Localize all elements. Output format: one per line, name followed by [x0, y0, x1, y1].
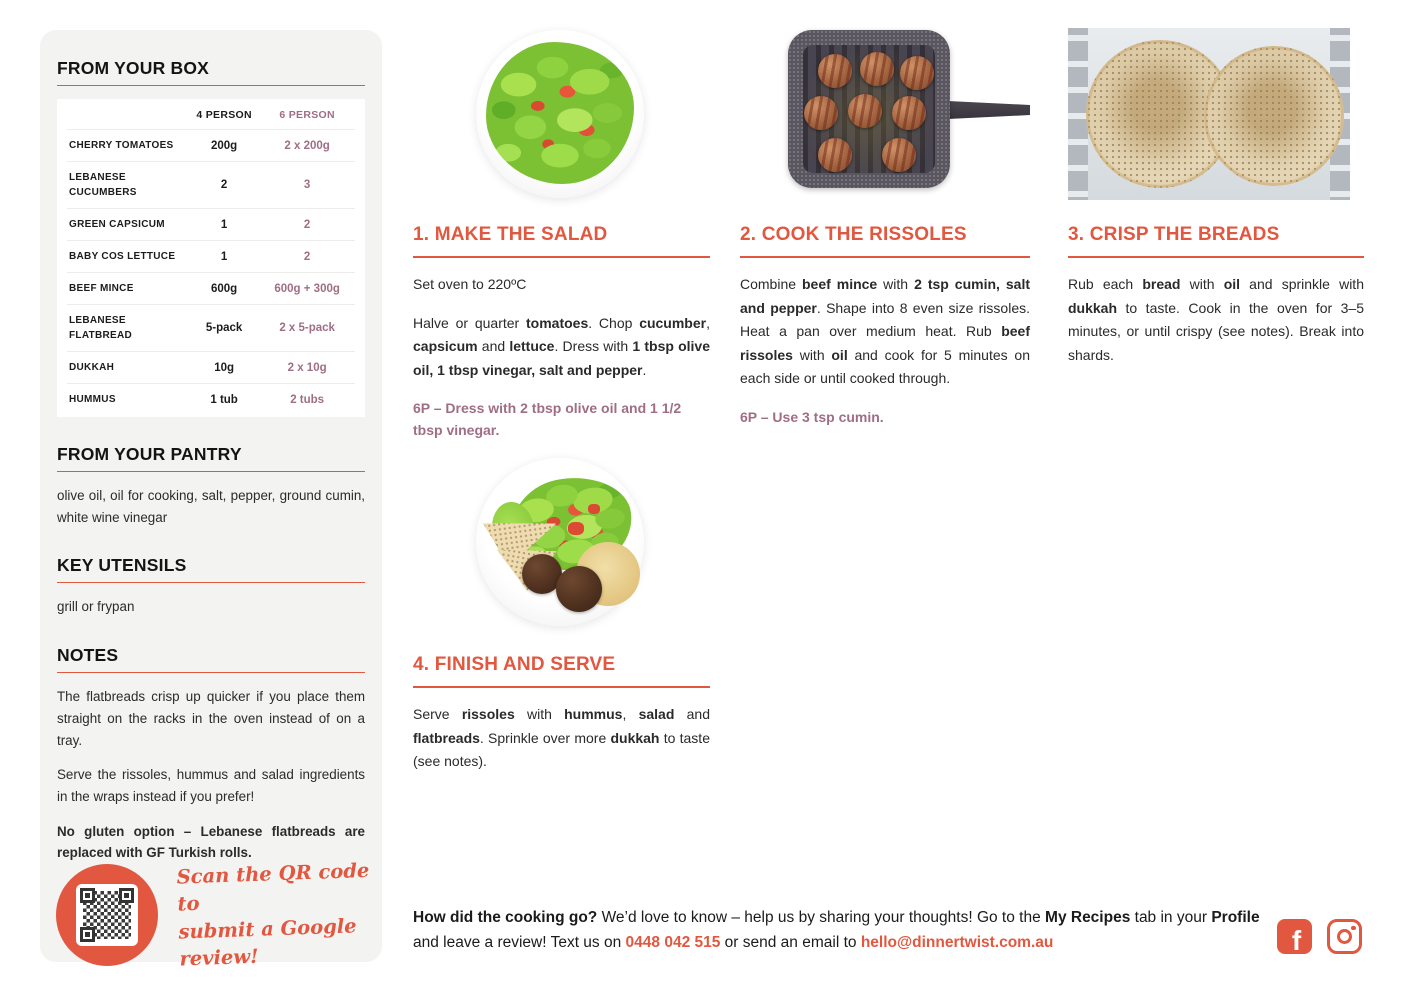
- qr-code-icon: [76, 884, 138, 946]
- note-paragraph: Serve the rissoles, hummus and salad ingredients in the wraps instead if you prefer!: [57, 767, 365, 804]
- table-header-row: [67, 101, 355, 129]
- note-paragraph: No gluten option – Lebanese flatbreads are replaced with GF Turkish rolls.: [57, 823, 365, 861]
- quantity-6person: 2: [303, 250, 311, 263]
- step-1-6p-note: 6P – Dress with 2 tbsp olive oil and 1 1/2 tbsp vinegar.: [413, 400, 682, 439]
- phone-link[interactable]: 0448 042 515: [625, 934, 721, 952]
- flatbread: [1204, 46, 1344, 186]
- table-row: [67, 383, 355, 415]
- ingredient-name: HUMMUS: [69, 394, 116, 405]
- step-4-instructions: Serve rissoles with hummus, salad and flatbreads. Sprinkle over more dukkah to taste (see notes).: [413, 706, 710, 770]
- table-row: [67, 351, 355, 383]
- sidebar: [40, 30, 382, 971]
- salad-leaves: [486, 42, 634, 184]
- ingredients-table: [57, 99, 365, 417]
- step-4-section: [413, 654, 710, 789]
- note-paragraph: The flatbreads crisp up quicker if you place them straight on the racks in the oven instead of on a tray.: [57, 689, 365, 748]
- finished-plate-photo: [476, 458, 644, 626]
- step-4-title: 4. FINISH AND SERVE: [413, 654, 710, 688]
- section-divider: [57, 582, 365, 583]
- flatbreads-tray-photo: [1068, 28, 1350, 200]
- quantity-4person: 1: [220, 250, 228, 263]
- quantity-6person: 2 x 200g: [284, 139, 330, 152]
- step-3-title: 3. CRISP THE BREADS: [1068, 224, 1364, 258]
- section-divider: [57, 672, 365, 673]
- utensils-section-title: KEY UTENSILS: [57, 555, 187, 576]
- grill-pan-handle: [948, 96, 1030, 124]
- quantity-4person: 600g: [211, 282, 238, 295]
- tomato-piece: [588, 504, 600, 514]
- col-header-4person: 4 PERSON: [196, 109, 252, 121]
- step-1-oven-text: Set oven to 220ºC: [413, 276, 527, 292]
- rissole: [900, 56, 934, 90]
- table-row: [67, 272, 355, 304]
- footer-feedback-message: How did the cooking go? We’d love to know – help us by sharing your thoughts! Go to the My Recipes tab in your Profile and leave a review! Text us on 0448 042 515 or send an email to hello@dinnertwist.com.au: [413, 909, 1260, 952]
- rissole: [804, 96, 838, 130]
- quantity-4person: 2: [220, 179, 228, 191]
- step-2-section: [740, 224, 1030, 428]
- rissoles-grill-pan-photo: [788, 30, 950, 188]
- step-1-instructions: Halve or quarter tomatoes. Chop cucumber, capsicum and lettuce. Dress with 1 tbsp olive oil, 1 tbsp vinegar, salt and pepper.: [413, 314, 711, 378]
- quantity-6person: 3: [303, 179, 311, 191]
- instagram-icon[interactable]: [1327, 919, 1362, 954]
- step-3-section: [1068, 224, 1364, 382]
- quantity-6person: 600g + 300g: [274, 282, 340, 295]
- qr-caption: Scan the QR code to submit a Google review!: [176, 858, 370, 971]
- instagram-lens: [1337, 929, 1352, 944]
- table-row: [67, 161, 355, 208]
- table-row: [67, 129, 355, 161]
- pantry-text: olive oil, oil for cooking, salt, pepper, ground cumin, white wine vinegar: [57, 488, 365, 525]
- step-2-6p-note: 6P – Use 3 tsp cumin.: [740, 408, 884, 425]
- ingredient-name: LEBANESE CUCUMBERS: [69, 172, 137, 198]
- col-header-6person: 6 PERSON: [279, 109, 335, 121]
- ingredient-name: GREEN CAPSICUM: [69, 219, 165, 230]
- quantity-4person: 200g: [211, 139, 238, 152]
- ingredient-name: CHERRY TOMATOES: [69, 140, 174, 151]
- ingredients-rows: [67, 129, 355, 415]
- step-1-section: [413, 224, 710, 442]
- qr-review-block: [56, 860, 382, 969]
- ingredient-name: BABY COS LETTUCE: [69, 251, 176, 262]
- quantity-4person: 5-pack: [205, 322, 243, 334]
- step-1-title: 1. MAKE THE SALAD: [413, 224, 710, 258]
- ingredient-name: DUKKAH: [69, 362, 115, 373]
- quantity-6person: 2 tubs: [290, 393, 325, 406]
- rissole: [818, 138, 852, 172]
- rissole: [818, 54, 852, 88]
- quantity-4person: 1: [220, 218, 228, 231]
- quantity-4person: 1 tub: [210, 393, 238, 406]
- tray-rail: [1068, 28, 1088, 200]
- qr-code-badge: [56, 864, 158, 966]
- ingredient-name: BEEF MINCE: [69, 283, 134, 294]
- pantry-section-title: FROM YOUR PANTRY: [57, 444, 242, 464]
- tomato-piece: [568, 522, 584, 535]
- utensils-text: grill or frypan: [57, 599, 135, 615]
- facebook-icon[interactable]: f: [1277, 919, 1312, 954]
- quantity-6person: 2 x 10g: [287, 361, 327, 374]
- salad-bowl-photo: [476, 30, 644, 198]
- table-row: [67, 240, 355, 272]
- email-link[interactable]: hello@dinnertwist.com.au: [860, 934, 1054, 952]
- notes-section-title: NOTES: [57, 645, 119, 666]
- notes-list: [57, 686, 365, 864]
- step-2-title: 2. COOK THE RISSOLES: [740, 224, 1030, 258]
- rissole: [860, 52, 894, 86]
- rissole: [882, 138, 916, 172]
- section-divider: [57, 85, 365, 86]
- rissole: [556, 566, 602, 612]
- rissole: [892, 96, 926, 130]
- table-row: [67, 208, 355, 240]
- rissole: [848, 94, 882, 128]
- step-2-instructions: Combine beef mince with 2 tsp cumin, salt and pepper. Shape into 8 even size rissoles. Heat a pan over medium heat. Rub beef rissoles with oil and cook for 5 minutes on each side or until cooked through.: [740, 276, 1030, 387]
- instagram-flash-dot: [1351, 926, 1356, 931]
- quantity-6person: 2: [303, 218, 311, 231]
- section-divider: [57, 471, 365, 472]
- box-section-title: FROM YOUR BOX: [57, 58, 210, 78]
- table-row: [67, 304, 355, 351]
- ingredient-name: LEBANESE FLATBREAD: [69, 315, 133, 341]
- quantity-4person: 10g: [214, 361, 235, 374]
- quantity-6person: 2 x 5-pack: [279, 322, 335, 334]
- step-3-instructions: Rub each bread with oil and sprinkle with dukkah to taste. Cook in the oven for 3–5 minutes, or until crispy (see notes). Break into shards.: [1068, 276, 1364, 363]
